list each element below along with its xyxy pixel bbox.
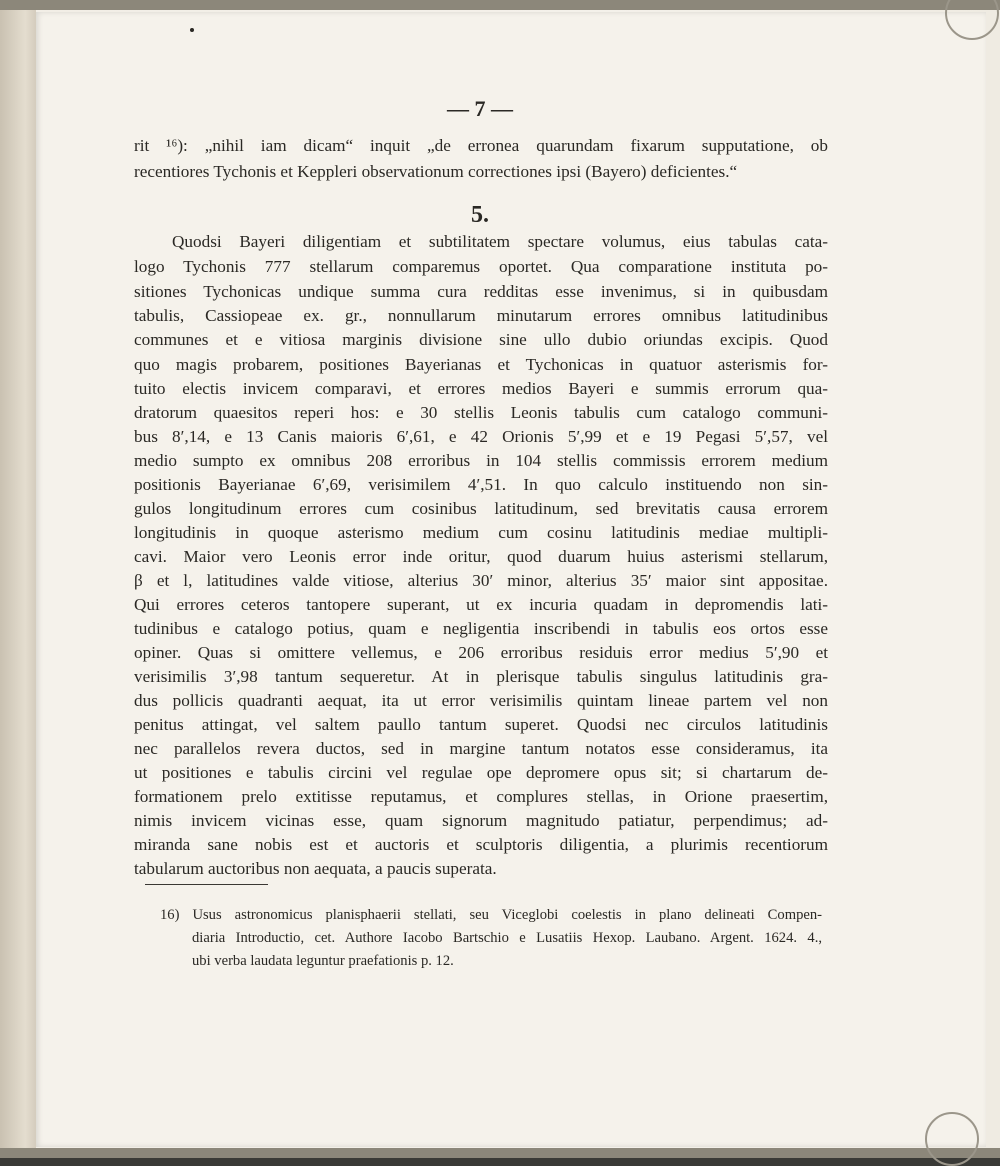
body-line: ut positiones e tabulis circini vel regulae ope depromere opus sit; si chartarum de-: [134, 763, 828, 782]
scan-top-border: [0, 0, 1000, 10]
body-line: logo Tychonis 777 stellarum comparemus oportet. Qua comparatione instituta po-: [134, 257, 828, 276]
body-line: tudinibus e catalogo potius, quam e negligentia inscribendi in tabulis eos ortos esse: [134, 619, 828, 638]
body-line: recentiores Tychonis et Keppleri observationum correctiones ipsi (Bayero) deficientes.“: [134, 162, 738, 181]
section-number: 5.: [471, 202, 489, 228]
body-line: nimis invicem vicinas esse, quam signorum magnitudo patiatur, perpendimus; ad-: [134, 811, 828, 830]
body-line: cavi. Maior vero Leonis error inde oritur, quod duarum huius asterismi stellarum,: [134, 547, 828, 566]
scan-bottom-border: [0, 1148, 1000, 1158]
body-line: positionis Bayerianae 6′,69, verisimilem 4′,51. In quo calculo instituendo non sin-: [134, 475, 828, 494]
body-line: Quodsi Bayeri diligentiam et subtilitatem spectare volumus, eius tabulas cata-: [172, 232, 828, 251]
footnote-line: 16) Usus astronomicus planisphaerii stellati, seu Viceglobi coelestis in plano delineati Compen-: [160, 907, 822, 923]
body-line: tuito electis invicem comparavi, et errores medios Bayeri e summis errorum qua-: [134, 379, 828, 398]
body-line: rit ¹⁶): „nihil iam dicam“ inquit „de erronea quarundam fixarum supputatione, ob: [134, 136, 828, 155]
body-line: sitiones Tychonicas undique summa cura redditas esse invenimus, si in quibusdam: [134, 282, 828, 301]
body-line: dus pollicis quadranti aequat, ita ut error verisimilis quintam lineae partem vel non: [134, 691, 828, 710]
body-line: Qui errores ceteros tantopere superant, ut ex incuria quadam in depromendis lati-: [134, 595, 828, 614]
body-line: longitudinis in quoque asterismo medium cum cosinu latitudinis mediae multipli-: [134, 523, 828, 542]
body-line: miranda sane nobis est et auctoris et sculptoris diligentia, a plurimis recentiorum: [134, 835, 828, 854]
body-line: nec parallelos revera ductos, sed in margine tantum notatos esse consideramus, ita: [134, 739, 828, 758]
body-line: tabulis, Cassiopeae ex. gr., nonnullarum minutarum errores omnibus latitudinibus: [134, 306, 828, 325]
body-line: gulos longitudinum errores cum cosinibus latitudinum, sed brevitatis causa errorem: [134, 499, 828, 518]
body-line: communes et e vitiosa marginis divisione sine ullo dubio oriundas excipis. Quod: [134, 330, 828, 349]
body-line: β et l, latitudines valde vitiose, alterius 30′ minor, alterius 35′ maior sint appositae.: [134, 571, 828, 590]
body-line: verisimilis 3′,98 tantum sequeretur. At in plerisque tabulis singulus latitudinis gra-: [134, 667, 828, 686]
body-line: bus 8′,14, e 13 Canis maioris 6′,61, e 42 Orionis 5′,99 et e 19 Pegasi 5′,57, vel: [134, 427, 828, 446]
footnote-line: diaria Introductio, cet. Authore Iacobo Bartschio e Lusatiis Hexop. Laubano. Argent. 1624. 4.,: [192, 930, 822, 946]
body-line: quo magis probarem, positiones Bayerianas et Tychonicas in quatuor asterismis for-: [134, 355, 828, 374]
body-line: medio sumpto ex omnibus 208 erroribus in 104 stellis commissis errorem medium: [134, 451, 828, 470]
page-number: — 7 —: [447, 96, 513, 121]
body-line: dratorum quaesitos reperi hos: e 30 stellis Leonis tabulis cum catalogo communi-: [134, 403, 828, 422]
book-gutter: [0, 0, 36, 1158]
ink-speck: [190, 28, 194, 32]
body-line: opiner. Quas si omittere vellemus, e 206 erroribus residuis error medius 5′,90 et: [134, 643, 828, 662]
footnote-separator: [145, 884, 268, 885]
footnote-line: ubi verba laudata leguntur praefationis p. 12.: [192, 953, 454, 969]
body-line: penitus attingat, vel saltem paullo tantum superet. Quodsi nec circulos latitudinis: [134, 715, 828, 734]
body-line: formationem prelo extitisse reputamus, et complures stellas, in Orione praesertim,: [134, 787, 828, 806]
body-line: tabularum auctoribus non aequata, a paucis superata.: [134, 859, 497, 878]
